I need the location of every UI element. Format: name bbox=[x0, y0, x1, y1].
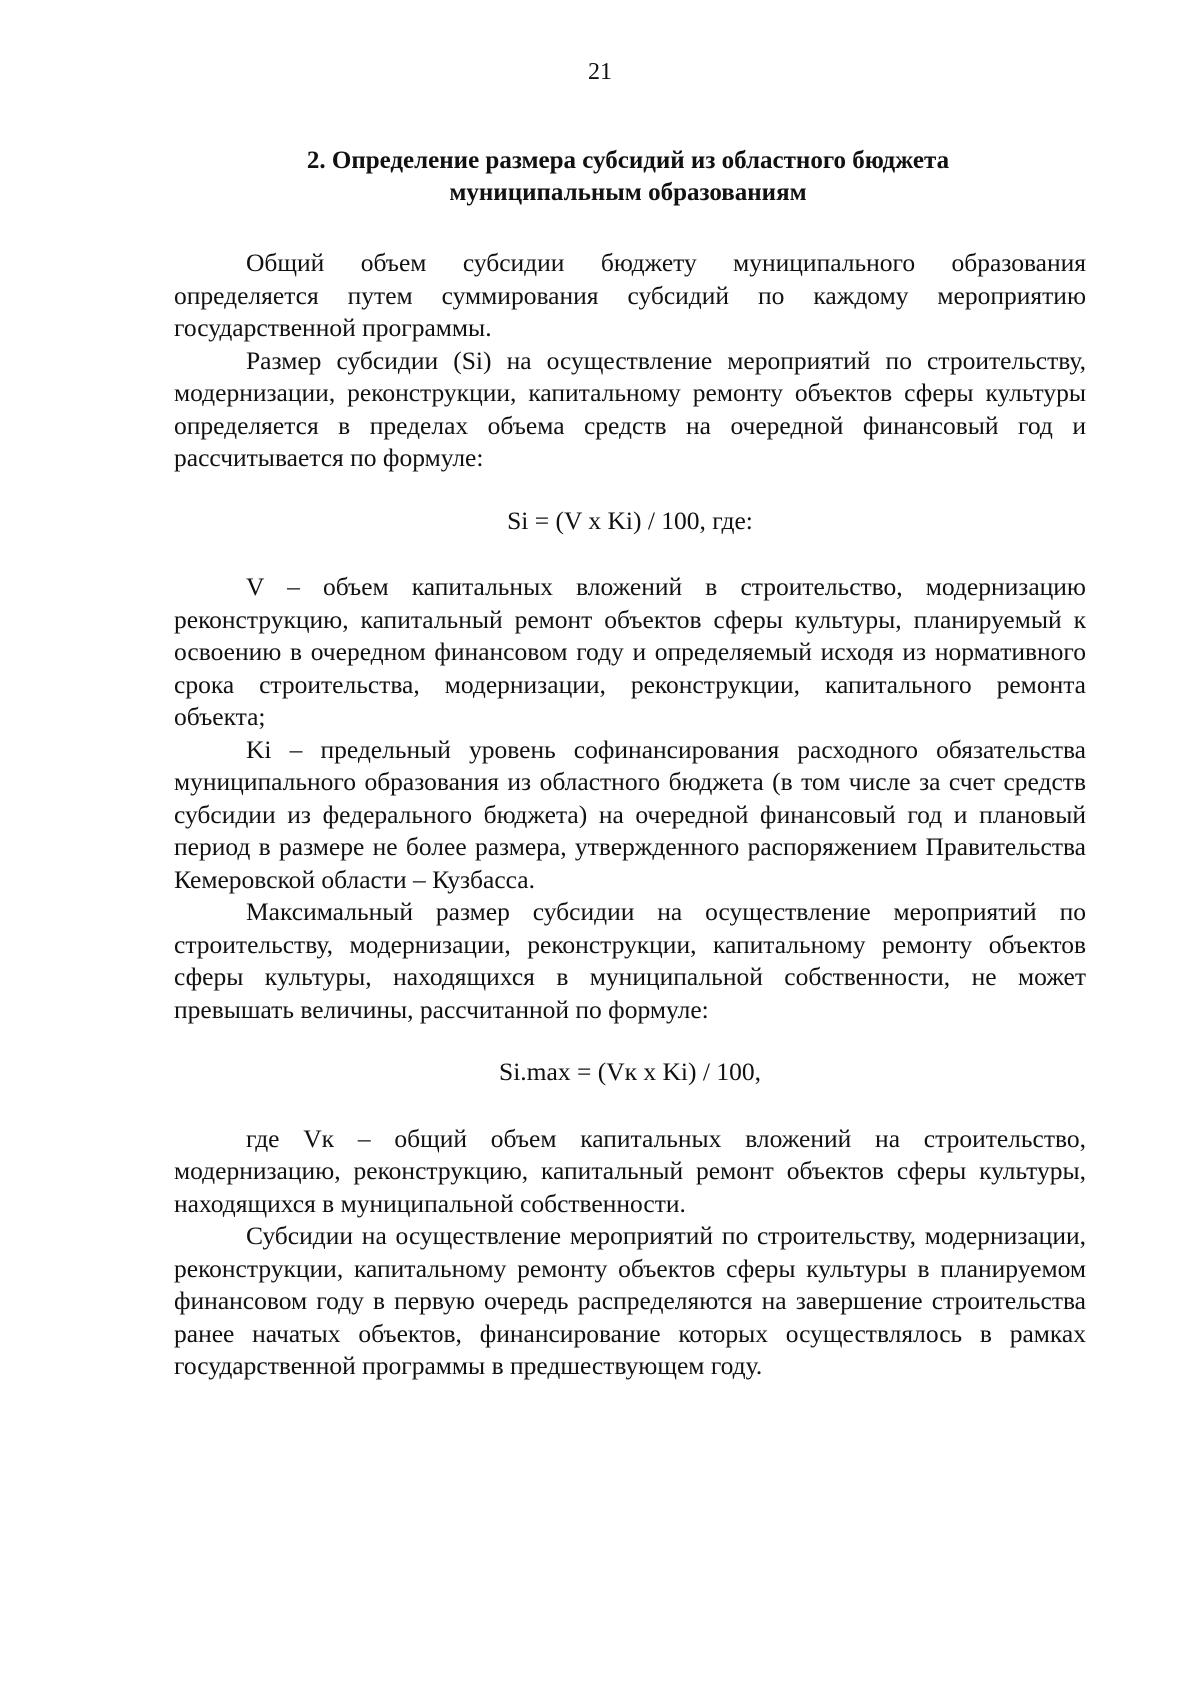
paragraph-max-subsidy: Максимальный размер субсидии на осуществление мероприятий по строительству, модернизации, реконструкции, капитальному ремонту объектов сферы культуры, находящихся в муниципальной собственности, не может превышать величины, рассчитанной по формуле: bbox=[174, 897, 1086, 1024]
paragraph-definition-vk: где Vк – общий объем капитальных вложений на строительство, модернизацию, реконструкцию, капитальный ремонт объектов сферы культуры, находящихся в муниципальной собственности. bbox=[174, 1123, 1086, 1218]
paragraph-definition-v: V – объем капитальных вложений в строительство, модернизацию реконструкцию, капитальный ремонт объектов сферы культуры, планируемый к освоению в очередном финансовом году и определяемый исходя из нормативного срока строительства, модернизации, реконструкции, капитального ремонта объекта; bbox=[174, 572, 1086, 731]
formula-subsidy: Si = (V x Ki) / 100, где: bbox=[507, 505, 753, 535]
spacer bbox=[174, 1089, 1086, 1123]
paragraph-definition-ki: Ki – предельный уровень софинансирования расходного обязательства муниципального образования из областного бюджета (в том числе за счет средств субсидии из федерального бюджета) на очередной финансовый год и плановый период в размере не более размера, утвержденного распоряжением Правительства Кемеровской области – Кузбасса. bbox=[174, 734, 1086, 894]
spacer bbox=[174, 1026, 1086, 1056]
page-number: 21 bbox=[588, 59, 612, 85]
section-heading-line-2: муниципальным образованиям bbox=[449, 179, 807, 206]
spacer bbox=[174, 537, 1086, 571]
formula-max-subsidy: Si.max = (Vк x Ki) / 100, bbox=[499, 1057, 761, 1086]
paragraph-distribution-priority: Субсидии на осуществление мероприятий по строительству, модернизации, реконструкции, капитальному ремонту объектов сферы культуры в планируемом финансовом году в первую очередь распределяются на завершение строительства ранее начатых объектов, финансирование которых осуществлялось в рамках государственной программы в предшествующем году. bbox=[174, 1221, 1086, 1380]
section-heading bbox=[170, 145, 1086, 209]
spacer bbox=[174, 475, 1086, 505]
paragraph-total-subsidy: Общий объем субсидии бюджету муниципального образования определяется путем суммирования субсидий по каждому мероприятию государственной программы. bbox=[174, 248, 1086, 342]
section-heading-line-1: 2. Определение размера субсидий из областного бюджета bbox=[306, 147, 950, 174]
document-body bbox=[174, 247, 1086, 1383]
paragraph-subsidy-size: Размер субсидии (Si) на осуществление мероприятий по строительству, модернизации, реконструкции, капитальному ремонту объектов сферы культуры определяется в пределах объема средств на очередной финансовый год и рассчитывается по формуле: bbox=[174, 345, 1086, 472]
